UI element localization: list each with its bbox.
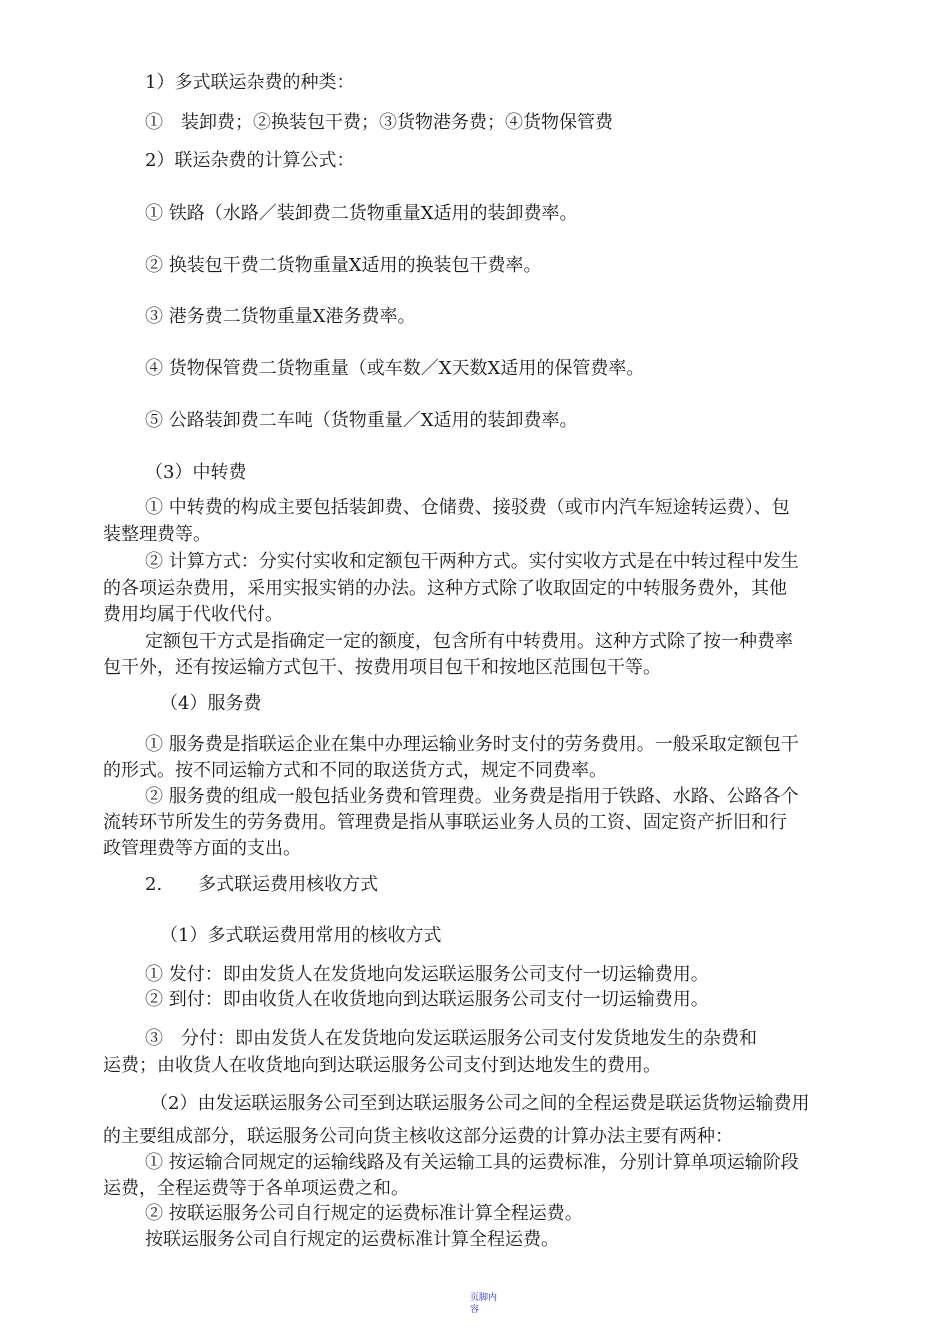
section-heading: （3）中转费 bbox=[145, 462, 247, 483]
text-line: ② 按联运服务公司自行规定的运费标准计算全程运费。 bbox=[145, 1203, 583, 1224]
text-line: 费用均属于代收代付。 bbox=[103, 604, 283, 625]
text-line: ② 服务费的组成一般包括业务费和管理费。业务费是指用于铁路、水路、公路各个 bbox=[145, 786, 799, 807]
text-line: ① 发付：即由发货人在发货地向发运联运服务公司支付一切运输费用。 bbox=[145, 964, 709, 985]
text-line: （2）由发运联运服务公司至到达联运服务公司之间的全程运费是联运货物运输费用 bbox=[150, 1093, 810, 1114]
text-line: ② 到付：即由收货人在收货地向到达联运服务公司支付一切运输费用。 bbox=[145, 989, 709, 1010]
page-footer-line: 容 bbox=[470, 1305, 480, 1315]
formula-line: ④ 货物保管费二货物重量（或车数／X天数X适用的保管费率。 bbox=[145, 358, 645, 379]
formula-line: ⑤ 公路装卸费二车吨（货物重量／X适用的装卸费率。 bbox=[145, 410, 578, 431]
page-footer-line: 页脚内 bbox=[470, 1293, 498, 1303]
section-heading: 2）联运杂费的计算公式： bbox=[145, 150, 355, 171]
text-line: 的形式。按不同运输方式和不同的取送货方式，规定不同费率。 bbox=[103, 760, 607, 781]
text-line: ① 装卸费；②换装包干费；③货物港务费；④货物保管费 bbox=[145, 112, 613, 133]
text-line: 装整理费等。 bbox=[103, 524, 211, 545]
text-line: 政管理费等方面的支出。 bbox=[103, 838, 301, 859]
text-line: ② 计算方式：分实付实收和定额包干两种方式。实付实收方式是在中转过程中发生 bbox=[145, 551, 799, 572]
text-line: 流转环节所发生的劳务费用。管理费是指从事联运业务人员的工资、固定资产折旧和行 bbox=[103, 812, 787, 833]
text-line: 按联运服务公司自行规定的运费标准计算全程运费。 bbox=[145, 1229, 559, 1250]
text-line: ① 中转费的构成主要包括装卸费、仓储费、接驳费（或市内汽车短途转运费）、包 bbox=[145, 497, 790, 518]
text-line: ③ 分付：即由发货人在发货地向发运联运服务公司支付发货地发生的杂费和 bbox=[145, 1028, 757, 1049]
text-line: 运费；由收货人在收货地向到达联运服务公司支付到达地发生的费用。 bbox=[103, 1055, 661, 1076]
formula-line: ③ 港务费二货物重量X港务费率。 bbox=[145, 306, 416, 327]
formula-line: ② 换装包干费二货物重量X适用的换装包干费率。 bbox=[145, 255, 542, 276]
section-heading: （1）多式联运费用常用的核收方式 bbox=[160, 925, 442, 946]
text-line: 包干外，还有按运输方式包干、按费用项目包干和按地区范围包干等。 bbox=[103, 657, 661, 678]
text-line: 运费，全程运费等于各单项运费之和。 bbox=[103, 1178, 409, 1199]
text-line: ① 按运输合同规定的运输线路及有关运输工具的运费标准，分别计算单项运输阶段 bbox=[145, 1152, 799, 1173]
section-heading: （4）服务费 bbox=[160, 693, 262, 714]
section-heading: 1）多式联运杂费的种类： bbox=[145, 72, 355, 93]
text-line: 的主要组成部分，联运服务公司向货主核收这部分运费的计算办法主要有两种： bbox=[103, 1126, 733, 1147]
text-line: 的各项运杂费用，采用实报实销的办法。这种方式除了收取固定的中转服务费外，其他 bbox=[103, 578, 787, 599]
text-line: ① 服务费是指联运企业在集中办理运输业务时支付的劳务费用。一般采取定额包干 bbox=[145, 734, 799, 755]
text-line: 定额包干方式是指确定一定的额度，包含所有中转费用。这种方式除了按一种费率 bbox=[145, 631, 793, 652]
formula-line: ① 铁路（水路／装卸费二货物重量X适用的装卸费率。 bbox=[145, 203, 578, 224]
section-heading: 2. 多式联运费用核收方式 bbox=[145, 874, 379, 895]
